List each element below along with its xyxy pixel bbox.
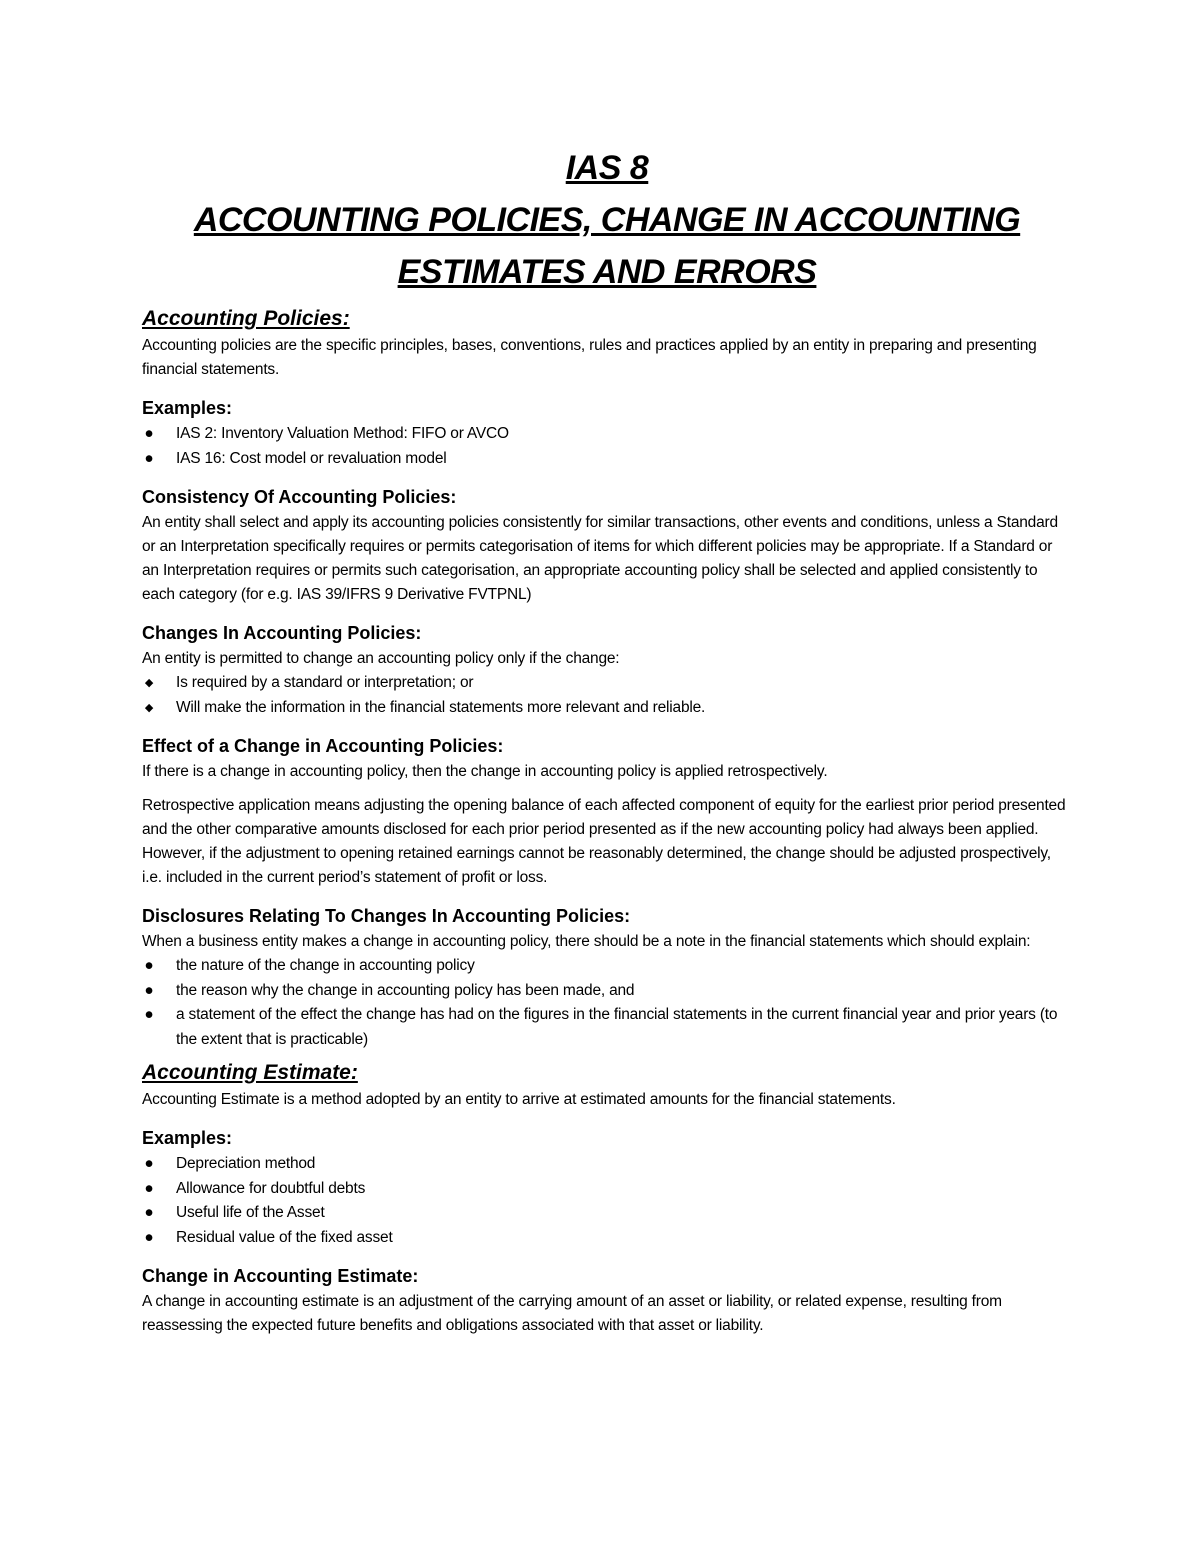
changes-intro: An entity is permitted to change an accounting policy only if the change: [142,650,620,667]
list-item: ● Residual value of the fixed asset [142,1226,1072,1251]
doc-title-line3: ESTIMATES AND ERRORS [397,253,817,291]
list-item: ● IAS 16: Cost model or revaluation model [142,447,1072,472]
consistency-text: An entity shall select and apply its accounting policies consistently for similar transactions, other events and conditions, unless a Standard or an Interpretation specifically requires or permits categorisation of items for which different policies may be appropriate. If a Standard or an Interpretation requires or permits such categorisation, an appropriate accounting policy shall be selected and applied consistently to each category (for e.g. IAS 39/IFRS 9 Derivative FVTPNL) [142,514,1058,603]
document-page [142,142,1072,1338]
bullet-icon: ● [144,1155,154,1172]
bullet-icon: ● [144,1228,154,1246]
changes-list [142,671,1072,720]
list-item: ● Allowance for doubtful debts [142,1177,1072,1202]
list-item: ● the nature of the change in accounting policy [142,954,1072,979]
list-item: ● the reason why the change in accounting policy has been made, and [142,979,1072,1004]
diamond-bullet-icon: ◆ [144,677,154,689]
diamond-bullet-icon: ◆ [144,701,154,714]
effect-para1: If there is a change in accounting policy, then the change in accounting policy is applied retrospectively. [142,763,828,780]
bullet-icon: ● [144,1204,154,1221]
disclosures-heading: Disclosures Relating To Changes In Accounting Policies: [142,906,631,926]
consistency-heading: Consistency Of Accounting Policies: [142,487,457,507]
accounting-estimate-heading: Accounting Estimate: [142,1061,358,1084]
effect-heading: Effect of a Change in Accounting Policies: [142,736,504,756]
effect-para2: Retrospective application means adjusting the opening balance of each affected component of equity for the earliest prior period presented and the other comparative amounts disclosed for each prior period presented as if the new accounting policy had always been applied. However, if the adjustment to opening retained earnings cannot be reasonably determined, the change should be adjusted prospectively, i.e. included in the current period’s statement of profit or loss. [142,797,1066,886]
accounting-estimate-definition: Accounting Estimate is a method adopted by an entity to arrive at estimated amounts for the financial statements. [142,1091,896,1108]
bullet-icon: ● [144,957,154,974]
disclosures-list [142,954,1072,1052]
accounting-policies-definition: Accounting policies are the specific principles, bases, conventions, rules and practices applied by an entity in preparing and presenting financial statements. [142,337,1037,378]
list-item: ◆ Will make the information in the financial statements more relevant and reliable. [142,696,1072,721]
change-estimate-heading: Change in Accounting Estimate: [142,1266,419,1286]
list-item: ◆ Is required by a standard or interpretation; or [142,671,1072,696]
bullet-icon: ● [144,449,154,467]
estimate-examples-heading: Examples: [142,1128,233,1148]
policy-examples-heading: Examples: [142,398,233,418]
changes-heading: Changes In Accounting Policies: [142,623,422,643]
list-item: ● Useful life of the Asset [142,1201,1072,1226]
estimate-examples-list [142,1152,1072,1250]
bullet-icon: ● [144,425,154,442]
policy-examples-list [142,422,1072,471]
accounting-policies-heading: Accounting Policies: [142,307,350,330]
bullet-icon: ● [144,1006,154,1023]
doc-title-line2: ACCOUNTING POLICIES, CHANGE IN ACCOUNTING [193,201,1021,239]
doc-title-line1: IAS 8 [565,149,649,187]
bullet-icon: ● [144,981,154,999]
list-item: ● Depreciation method [142,1152,1072,1177]
list-item: ● IAS 2: Inventory Valuation Method: FIFO or AVCO [142,422,1072,447]
bullet-icon: ● [144,1179,154,1197]
change-estimate-text: A change in accounting estimate is an adjustment of the carrying amount of an asset or liability, or related expense, resulting from reassessing the expected future benefits and obligations associated with that asset or liability. [142,1293,1002,1334]
list-item: ● a statement of the effect the change has had on the figures in the financial statements in the current financial year and prior years (to the extent that is practicable) [142,1003,1072,1052]
disclosures-intro: When a business entity makes a change in accounting policy, there should be a note in the financial statements which should explain: [142,933,1031,950]
